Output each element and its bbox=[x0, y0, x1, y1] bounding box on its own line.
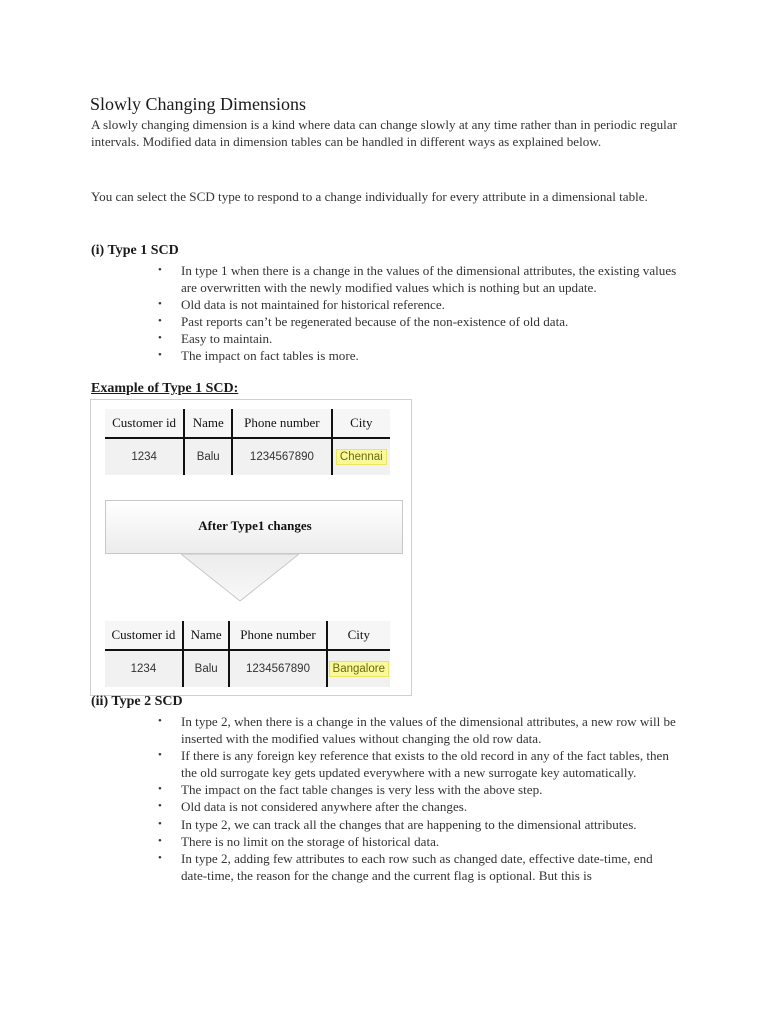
type1-heading: (i) Type 1 SCD bbox=[91, 243, 179, 258]
list-item: • Past reports can’t be regenerated because of the non-existence of old data. bbox=[181, 313, 681, 330]
table-cell: Balu bbox=[184, 438, 232, 475]
column-header: Name bbox=[183, 621, 230, 650]
table-cell: 1234 bbox=[105, 438, 184, 475]
table-cell: 1234567890 bbox=[229, 650, 326, 687]
list-item: • The impact on the fact table changes is very less with the above step. bbox=[181, 781, 681, 798]
table-header-row bbox=[105, 409, 390, 438]
type2-bullet-list bbox=[181, 713, 681, 884]
change-arrow bbox=[105, 500, 403, 554]
table-cell bbox=[332, 438, 390, 475]
list-item: • Easy to maintain. bbox=[181, 330, 681, 347]
column-header: City bbox=[327, 621, 390, 650]
list-item: • There is no limit on the storage of historical data. bbox=[181, 833, 681, 850]
column-header: Customer id bbox=[105, 621, 183, 650]
list-item: • In type 1 when there is a change in the values of the dimensional attributes, the existing values are overwritten with the newly modified values which is nothing but an update. bbox=[181, 262, 681, 296]
page-title: Slowly Changing Dimensions bbox=[90, 94, 307, 114]
table-row bbox=[105, 650, 390, 687]
example-label: Example of Type 1 SCD: bbox=[91, 381, 239, 396]
scd-select-paragraph: You can select the SCD type to respond to a change individually for every attribute in a dimensional table. bbox=[91, 189, 648, 204]
arrow-label: After Type1 changes bbox=[198, 518, 312, 533]
column-header: Phone number bbox=[232, 409, 331, 438]
list-item: • The impact on fact tables is more. bbox=[181, 347, 681, 364]
list-item: • In type 2, we can track all the changes that are happening to the dimensional attributes. bbox=[181, 816, 681, 833]
highlighted-city: Bangalore bbox=[329, 661, 389, 677]
highlighted-city: Chennai bbox=[336, 449, 387, 465]
table-header-row bbox=[105, 621, 390, 650]
arrow-down-icon bbox=[181, 554, 299, 602]
table-cell: Balu bbox=[183, 650, 230, 687]
list-item: • Old data is not maintained for historical reference. bbox=[181, 296, 681, 313]
column-header: City bbox=[332, 409, 390, 438]
list-item: • In type 2, when there is a change in the values of the dimensional attributes, a new row will be inserted with the modified values without changing the old row data. bbox=[181, 713, 681, 747]
intro-paragraph: A slowly changing dimension is a kind where data can change slowly at any time rather than in periodic regular intervals. Modified data in dimension tables can be handled in different ways as explained below. bbox=[91, 117, 677, 150]
table-cell: 1234 bbox=[105, 650, 183, 687]
table-cell: 1234567890 bbox=[232, 438, 331, 475]
list-item: • In type 2, adding few attributes to each row such as changed date, effective date-time, end date-time, the reason for the change and the current flag is optional. But this is bbox=[181, 850, 681, 884]
column-header: Phone number bbox=[229, 621, 326, 650]
type1-example-figure bbox=[90, 399, 412, 696]
table-row bbox=[105, 438, 390, 475]
table-cell bbox=[327, 650, 390, 687]
list-item: • If there is any foreign key reference that exists to the old record in any of the fact tables, then the old surrogate key gets updated everywhere with a new surrogate key automatically. bbox=[181, 747, 681, 781]
column-header: Name bbox=[184, 409, 232, 438]
type1-bullet-list bbox=[181, 262, 681, 365]
after-table bbox=[105, 621, 390, 687]
column-header: Customer id bbox=[105, 409, 184, 438]
type2-heading: (ii) Type 2 SCD bbox=[91, 694, 183, 709]
before-table bbox=[105, 409, 390, 475]
list-item: • Old data is not considered anywhere after the changes. bbox=[181, 798, 681, 815]
